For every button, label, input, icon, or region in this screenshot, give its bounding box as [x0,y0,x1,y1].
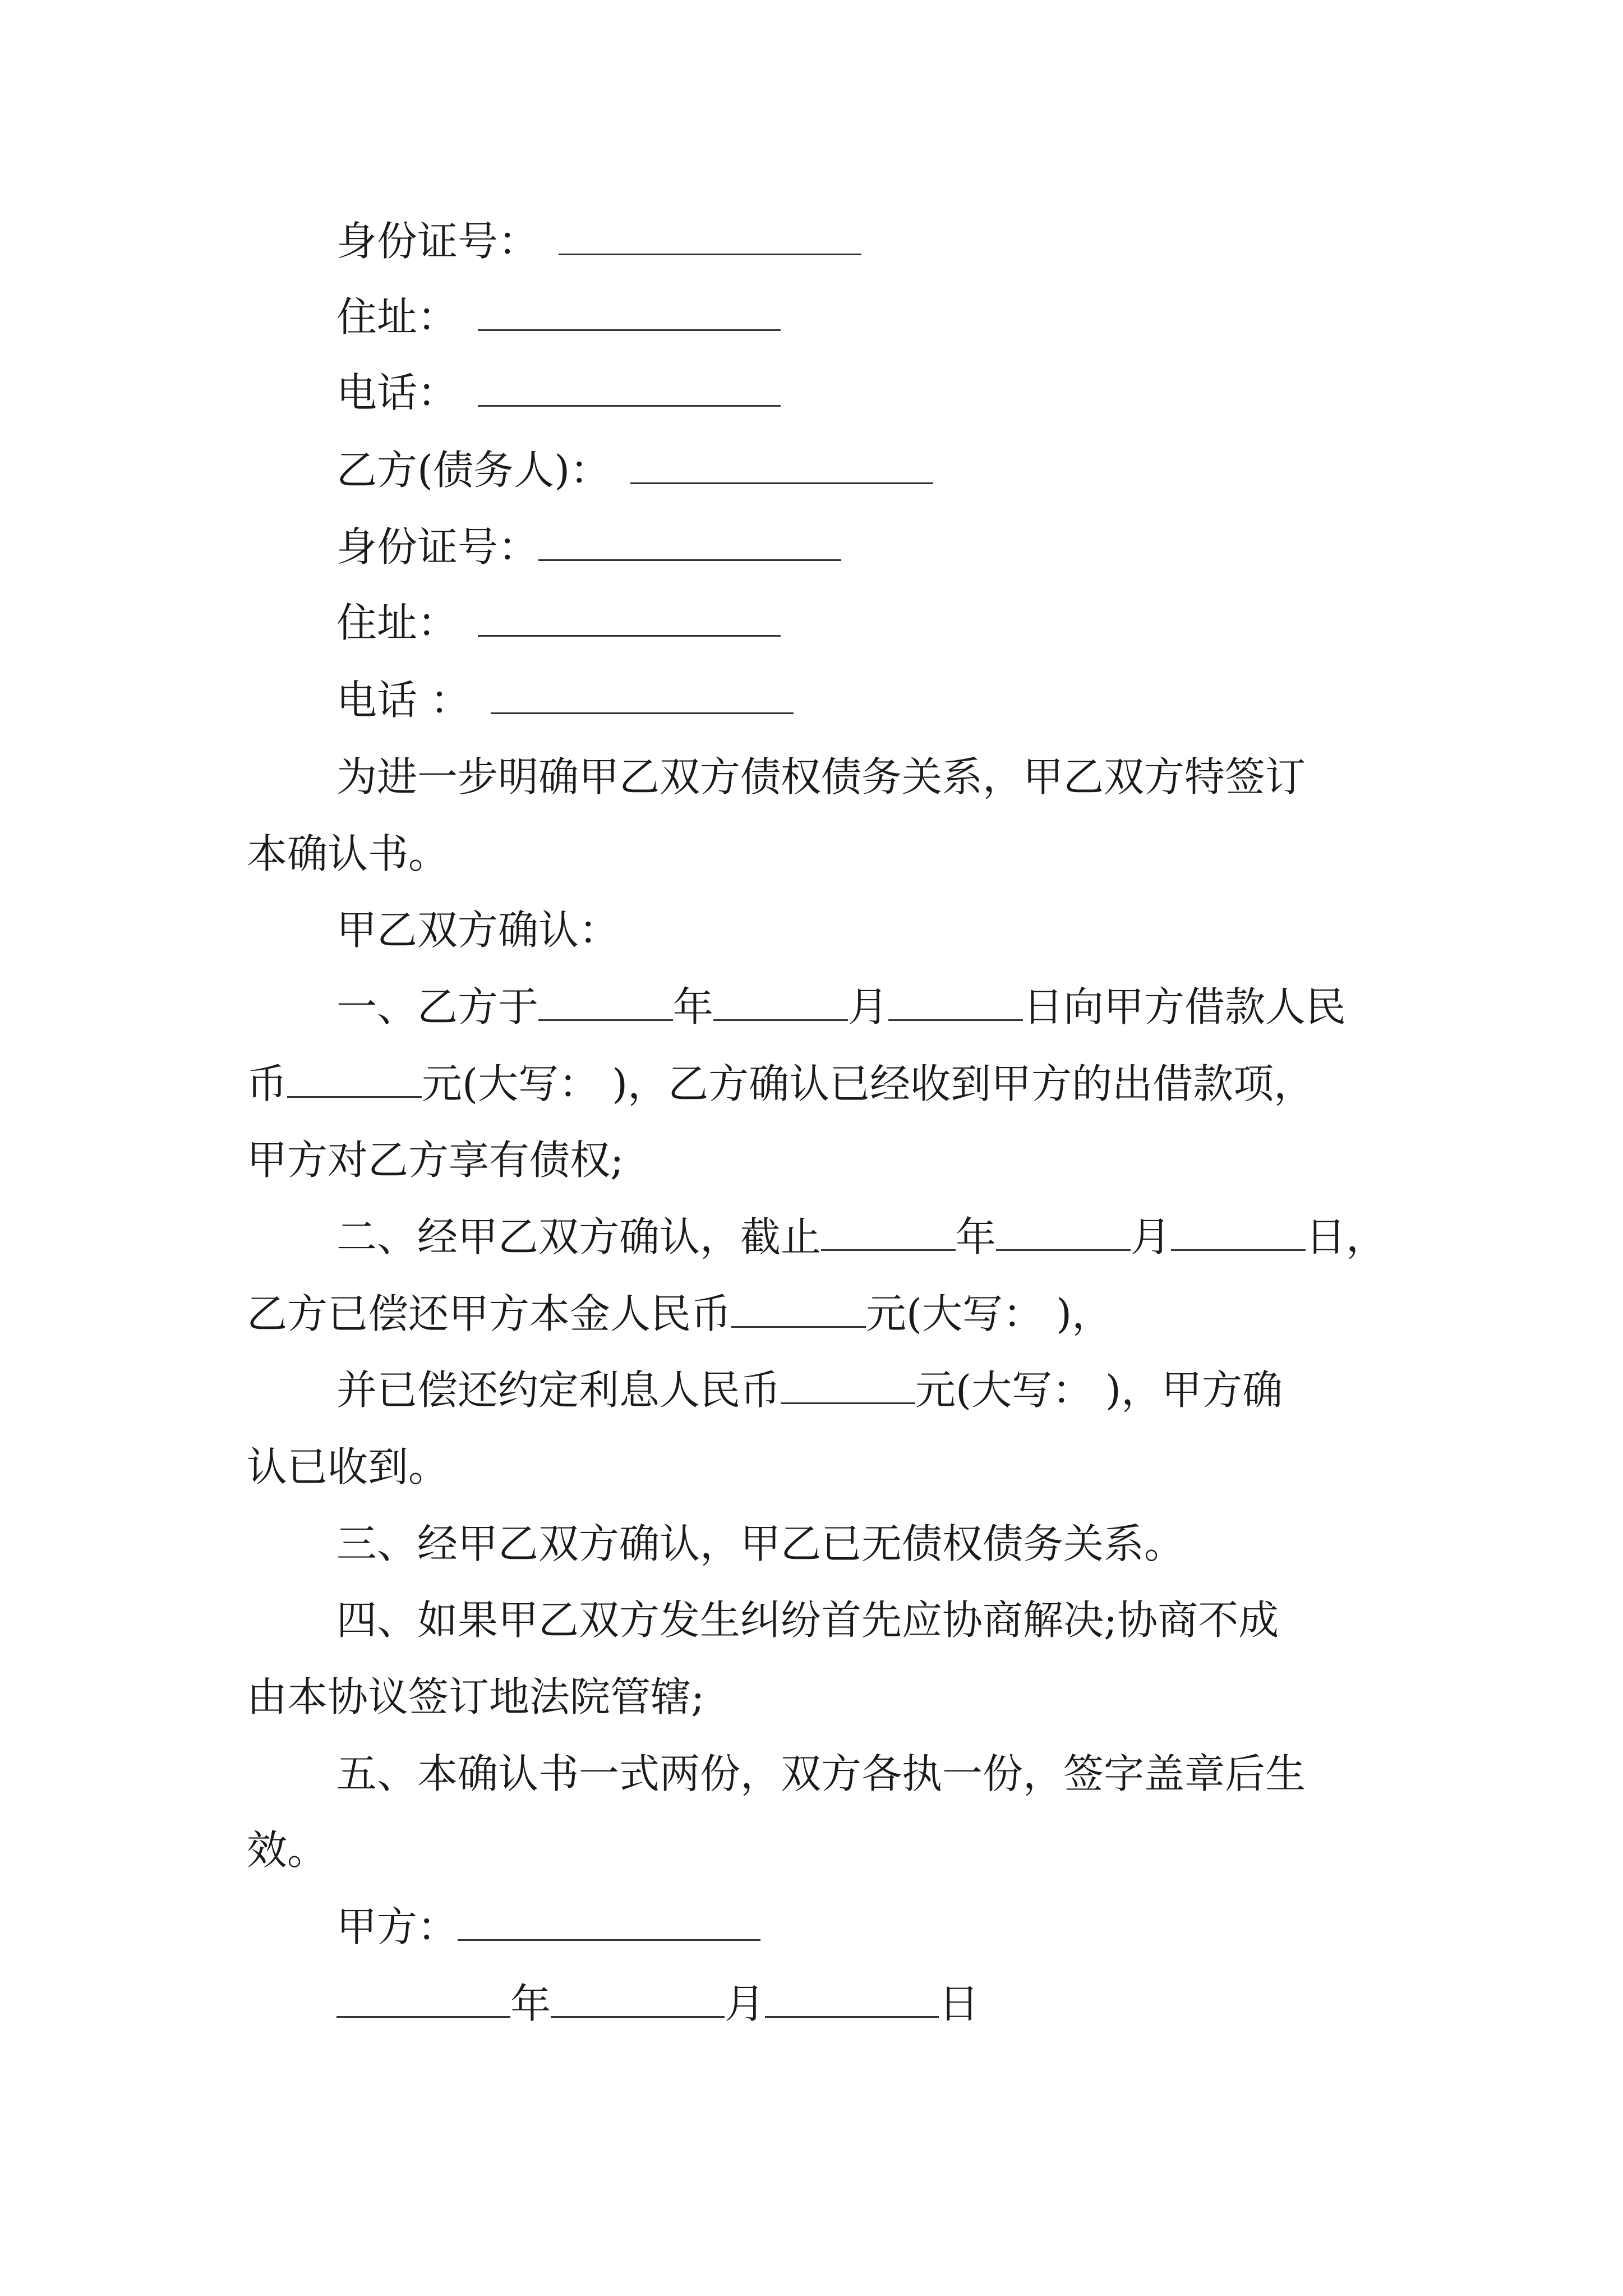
date-month: 月 [725,1980,766,2027]
debtor-phone-label: 电话 ： [336,677,471,724]
clause4-line-1: 四、如果甲乙双方发生纠纷首先应协商解决;协商不成 [336,1596,1279,1644]
debtor-party-blank[interactable] [630,449,933,484]
clause2-year-blank[interactable] [821,1216,956,1251]
clause1-line-3: 甲方对乙方享有债权; [247,1137,624,1184]
creditor-id-blank[interactable] [559,220,861,255]
debtor-phone-blank[interactable] [491,679,794,714]
clause2-prefix: 二、经甲乙双方确认，截止 [336,1213,822,1260]
creditor-id-line [336,213,861,269]
clause2-line3-prefix: 并已偿还约定利息人民币 [336,1366,781,1414]
date-line [336,1976,979,2032]
creditor-phone-blank[interactable] [478,371,781,407]
confirm-heading: 甲乙双方确认： [336,907,620,954]
clause1-month-blank[interactable] [713,986,848,1021]
creditor-id-label: 身份证号： [336,218,539,265]
clause4-line-2: 由本协议签订地法院管辖; [247,1673,705,1720]
clause1-year: 年 [673,983,714,1030]
clause1-line2-suffix: 元(大写： )，乙方确认已经收到甲方的出借款项， [422,1060,1315,1107]
creditor-address-label: 住址： [336,293,458,341]
clause5-line-2: 效。 [247,1826,328,1874]
clause1-month: 月 [848,983,889,1030]
clause2-line-3 [336,1362,1283,1418]
clause5-line-1: 五、本确认书一式两份，双方各执一份，签字盖章后生 [336,1750,1306,1797]
clause3-line: 三、经甲乙双方确认，甲乙已无债权债务关系。 [336,1520,1185,1567]
clause1-line-2 [247,1056,1314,1112]
clause1-line-1 [336,979,1346,1035]
debtor-phone-line [336,672,794,728]
intro-line-1: 为进一步明确甲乙双方债权债务关系，甲乙双方特签订 [336,753,1306,800]
clause2-month-blank[interactable] [996,1216,1131,1251]
date-year: 年 [510,1980,551,2027]
debtor-address-line [336,595,781,651]
creditor-phone-label: 电话： [336,369,458,416]
clause2-line2-suffix: 元(大写： )， [866,1290,1113,1337]
clause1-amount-blank[interactable] [287,1062,422,1098]
clause1-year-blank[interactable] [538,986,673,1021]
clause1-prefix: 一、乙方于 [336,983,539,1030]
clause2-line-1 [336,1209,1386,1265]
clause2-line2-prefix: 乙方已偿还甲方本金人民币 [247,1290,732,1337]
clause2-interest-blank[interactable] [781,1369,915,1404]
debtor-id-label: 身份证号： [336,523,539,570]
intro-line-2: 本确认书。 [247,830,449,877]
creditor-phone-line [336,365,781,421]
party-a-signature-line [336,1899,760,1955]
debtor-party-line [336,442,933,498]
clause2-line-2 [247,1286,1112,1342]
clause1-day-blank[interactable] [888,986,1023,1021]
creditor-address-line [336,289,781,345]
clause2-line3-suffix: 元(大写： )，甲方确 [915,1366,1283,1414]
date-year-blank[interactable] [336,1982,510,2018]
clause2-line-4: 认已收到。 [247,1443,449,1490]
debtor-address-blank[interactable] [478,601,781,637]
clause2-principal-blank[interactable] [731,1292,866,1328]
party-a-signature-blank[interactable] [458,1906,760,1941]
date-month-blank[interactable] [551,1982,725,2018]
clause1-line2-prefix: 币 [247,1060,288,1107]
date-day-blank[interactable] [765,1982,939,2018]
debtor-id-line [336,519,841,575]
clause2-month: 月 [1131,1213,1172,1260]
clause2-day: 日， [1306,1213,1387,1260]
debtor-address-label: 住址： [336,599,458,646]
debtor-id-blank[interactable] [538,526,841,561]
clause2-year: 年 [956,1213,997,1260]
creditor-address-blank[interactable] [478,296,781,331]
clause1-day-text: 日向甲方借款人民 [1023,983,1347,1030]
clause2-day-blank[interactable] [1171,1216,1306,1251]
debtor-party-label: 乙方(债务人)： [336,447,611,494]
party-a-label: 甲方： [336,1903,458,1950]
date-day: 日 [939,1980,980,2027]
